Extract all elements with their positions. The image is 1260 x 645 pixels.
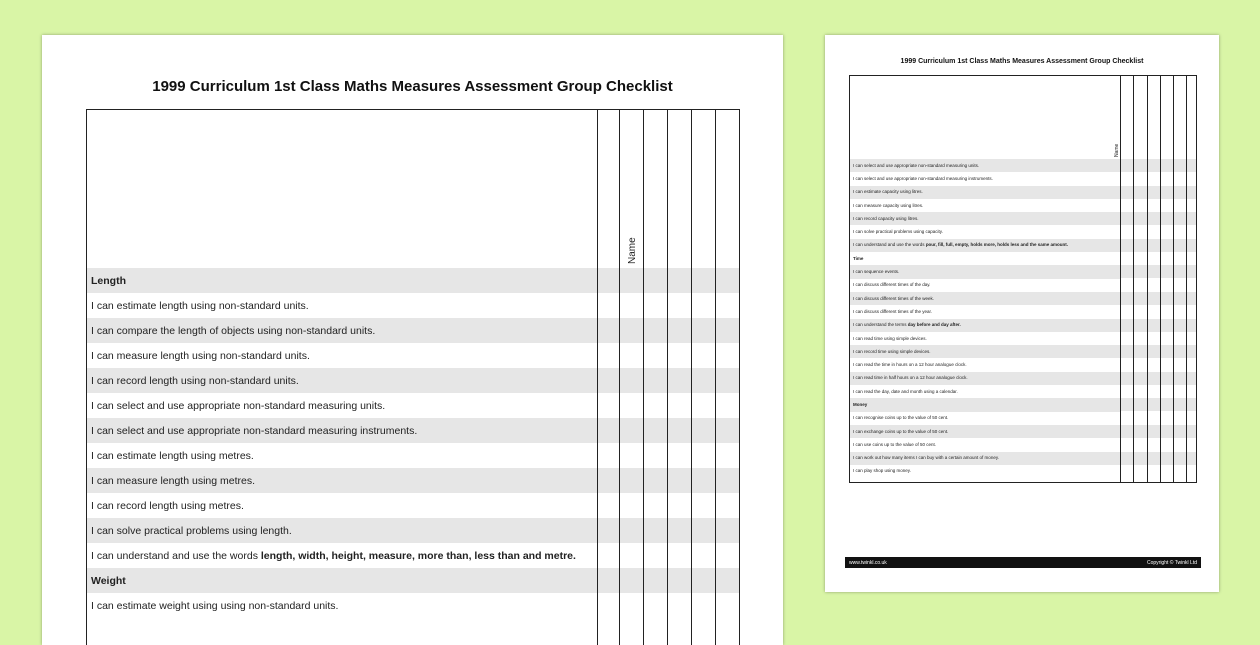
table-header: [850, 76, 1196, 160]
checkbox-column-divider: [1133, 76, 1134, 482]
table-row: [850, 332, 1120, 345]
row-text: I can exchange coins up to the value of 50 cent.: [853, 428, 949, 434]
row-text: I can solve practical problems using capacity.: [853, 229, 943, 235]
row-text: I can read time using simple devices.: [853, 335, 927, 341]
row-text: I can discuss different times of the year.: [853, 308, 932, 314]
worksheet-title: 1999 Curriculum 1st Class Maths Measures Assessment Group Checklist: [152, 78, 673, 95]
section-heading: [87, 268, 597, 293]
row-text: I can estimate length using non-standard units.: [91, 299, 309, 312]
row-text: I can record capacity using litres.: [853, 215, 919, 221]
row-text: I can read the time in hours on a 12 hour analogue clock.: [853, 362, 967, 368]
table-header: [87, 110, 739, 269]
name-column-label: Name: [627, 237, 638, 264]
table-row: [850, 265, 1120, 278]
table-row: [850, 186, 1120, 199]
table-row: [87, 293, 597, 318]
name-column-divider: [1120, 76, 1121, 482]
row-text: I can understand and use the words: [91, 549, 261, 562]
row-text: I can use coins up to the value of 50 cent.: [853, 441, 937, 447]
checkbox-row-shade: [1120, 159, 1196, 172]
table-row: [850, 292, 1120, 305]
checkbox-column-divider: [715, 110, 716, 645]
checkbox-column-divider: [1173, 76, 1174, 482]
table-row: [850, 172, 1120, 185]
table-row: [87, 468, 597, 493]
checkbox-row-shade: [1120, 452, 1196, 465]
table-row: [850, 279, 1120, 292]
row-text: I can select and use appropriate non-standard measuring instruments.: [853, 175, 993, 181]
checklist-rows: [850, 159, 1120, 478]
footer-copyright: Copyright © Twinkl Ltd: [1146, 559, 1197, 566]
table-row: [850, 159, 1120, 172]
row-text: Weight: [91, 574, 126, 587]
row-text: I can work out how many items I can buy with a certain amount of money.: [853, 455, 999, 461]
section-heading: [87, 568, 597, 593]
table-row: [850, 385, 1120, 398]
row-text: Money: [853, 401, 868, 407]
table-row: [87, 343, 597, 368]
checklist-rows: [87, 268, 597, 618]
row-text: I can understand and use the words: [853, 242, 926, 248]
table-row: [850, 425, 1120, 438]
table-row: [850, 452, 1120, 465]
footer-url: www.twinkl.co.uk: [849, 559, 887, 566]
table-row: [850, 345, 1120, 358]
table-row: [87, 593, 597, 618]
row-text: I can select and use appropriate non-standard measuring units.: [853, 162, 980, 168]
row-bold-text: day before and day after.: [907, 322, 961, 328]
row-text: I can understand the terms: [853, 322, 908, 328]
row-text: I can compare the length of objects using non-standard units.: [91, 324, 376, 337]
table-row: [87, 518, 597, 543]
checkbox-row-shade: [1120, 425, 1196, 438]
row-text: I can estimate capacity using litres.: [853, 189, 923, 195]
name-column-divider: [597, 110, 598, 645]
row-text: I can read time in half hours on a 12 hour analogue clock.: [853, 375, 968, 381]
row-text: I can record length using metres.: [91, 499, 244, 512]
worksheet-page-1: [42, 35, 783, 645]
checkbox-row-shade: [1120, 398, 1196, 411]
name-column-label: Name: [1114, 143, 1120, 157]
checkbox-column-divider: [643, 110, 644, 645]
table-row: [850, 372, 1120, 385]
table-row: [850, 319, 1120, 332]
checkbox-column-divider: [1147, 76, 1148, 482]
row-text: I can record time using simple devices.: [853, 348, 931, 354]
row-text: I can estimate weight using using non-standard units.: [91, 599, 339, 612]
page-footer: [845, 557, 1201, 568]
row-text: I can solve practical problems using length.: [91, 524, 292, 537]
row-text: I can select and use appropriate non-standard measuring instruments.: [91, 424, 418, 437]
checkbox-column-divider: [1160, 76, 1161, 482]
table-row: [87, 418, 597, 443]
checklist-table: [849, 75, 1197, 483]
checkbox-row-shade: [1120, 186, 1196, 199]
checkbox-column-divider: [691, 110, 692, 645]
checkbox-column-divider: [667, 110, 668, 645]
checkbox-column-divider: [1186, 76, 1187, 482]
row-text: I can select and use appropriate non-standard measuring units.: [91, 399, 386, 412]
row-bold-text: length, width, height, measure, more than, less than and metre.: [260, 549, 576, 562]
row-bold-text: pour, fill, full, empty, holds more, holds less and the same amount.: [925, 242, 1069, 248]
row-text: Time: [853, 255, 864, 261]
checkbox-row-shade: [1120, 372, 1196, 385]
table-row: [87, 443, 597, 468]
checkbox-row-shade: [1120, 212, 1196, 225]
table-row: [850, 239, 1120, 252]
section-heading: [850, 252, 1120, 265]
table-row: [850, 225, 1120, 238]
row-text: I can measure capacity using litres.: [853, 202, 924, 208]
table-row: [87, 393, 597, 418]
table-row: [850, 199, 1120, 212]
row-text: I can discuss different times of the day.: [853, 282, 931, 288]
worksheet-title: 1999 Curriculum 1st Class Maths Measures Assessment Group Checklist: [900, 58, 1144, 65]
table-row: [87, 543, 597, 568]
row-text: I can sequence events.: [853, 269, 900, 275]
table-row: [850, 412, 1120, 425]
checkbox-column-divider: [619, 110, 620, 645]
worksheet-page-2: [825, 35, 1219, 592]
row-text: I can play shop using money.: [853, 468, 911, 474]
checklist-table: [86, 109, 740, 645]
checkbox-row-shade: [1120, 345, 1196, 358]
checkbox-row-shade: [1120, 239, 1196, 252]
table-row: [87, 318, 597, 343]
table-row: [850, 358, 1120, 371]
row-text: I can measure length using metres.: [91, 474, 256, 487]
row-text: Length: [91, 274, 126, 287]
table-row: [850, 465, 1120, 478]
table-row: [87, 493, 597, 518]
row-text: I can read the day, date and month using a calendar.: [853, 388, 958, 394]
table-row: [850, 305, 1120, 318]
table-row: [850, 212, 1120, 225]
row-text: I can recognise coins up to the value of 50 cent.: [853, 415, 949, 421]
table-row: [87, 368, 597, 393]
section-heading: [850, 398, 1120, 411]
row-text: I can measure length using non-standard units.: [91, 349, 310, 362]
row-text: I can discuss different times of the week.: [853, 295, 934, 301]
row-text: I can record length using non-standard units.: [91, 374, 299, 387]
checkbox-row-shade: [1120, 319, 1196, 332]
checkbox-row-shade: [1120, 292, 1196, 305]
row-text: I can estimate length using metres.: [91, 449, 254, 462]
table-row: [850, 438, 1120, 451]
checkbox-row-shade: [1120, 265, 1196, 278]
